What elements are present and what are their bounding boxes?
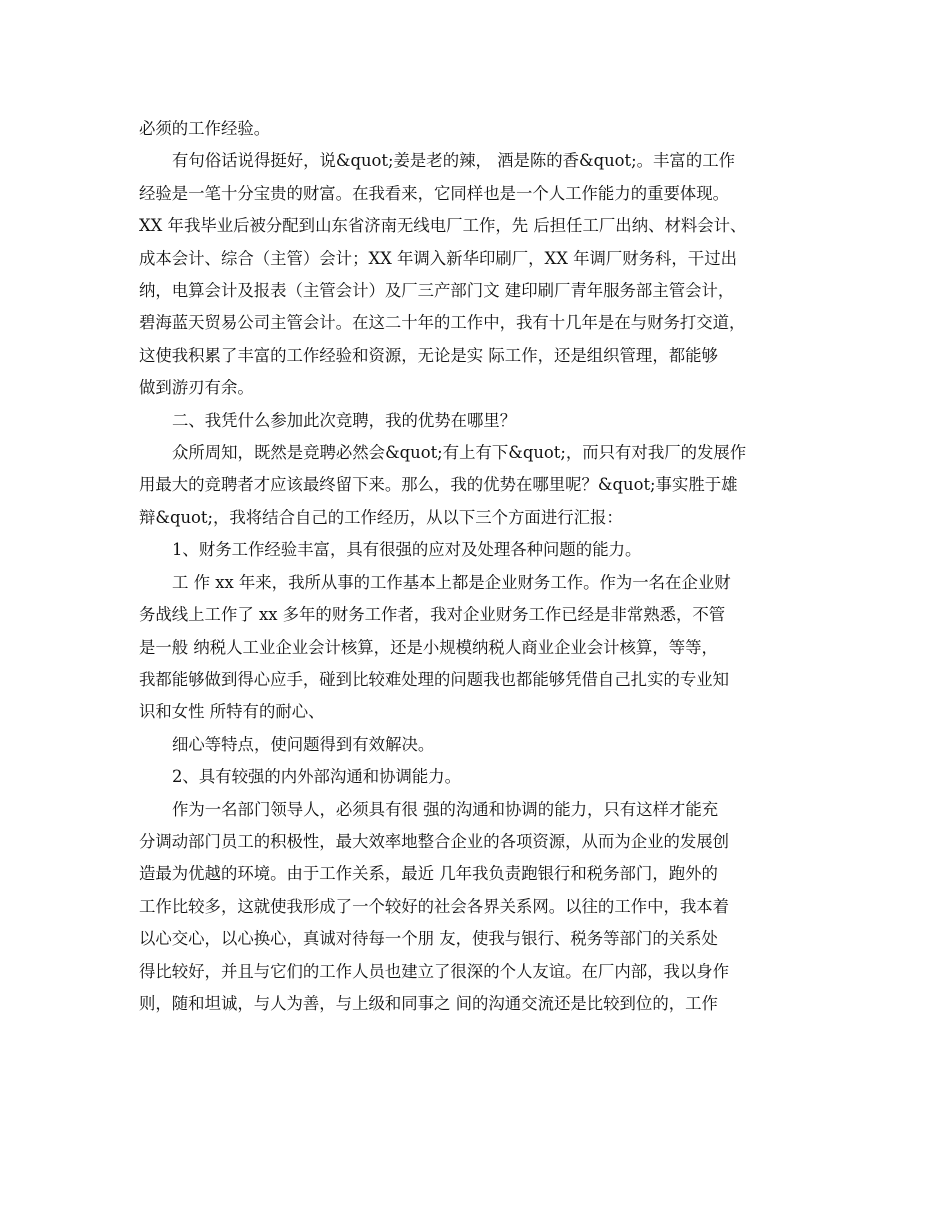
text-line: 成本会计、综合（主管）会计；XX 年调入新华印刷厂，XX 年调厂财务科，干过出 <box>139 248 737 268</box>
text-line: 则，随和坦诚，与人为善，与上级和同事之 间的沟通交流还是比较到位的，工作 <box>139 993 718 1013</box>
text-line: 众所周知，既然是竞聘必然会&quot;有上有下&quot;，而只有对我厂的发展作 <box>172 443 747 463</box>
text-line: 必须的工作经验。 <box>139 119 271 138</box>
text-line: 做到游刃有余。 <box>139 378 254 398</box>
text-line: 工作比较多，这就使我形成了一个较好的社会各界关系网。以往的工作中，我本着 <box>139 896 730 916</box>
text-line: 用最大的竞聘者才应该最终留下来。那么，我的优势在哪里呢？&quot;事实胜于雄 <box>139 475 738 495</box>
text-line: 工 作 xx 年来，我所从事的工作基本上都是企业财务工作。作为一名在企业财 <box>172 572 731 592</box>
text-line: 作为一名部门领导人，必须具有很 强的沟通和协调的能力，只有这样才能充 <box>172 799 719 819</box>
text-line: 细心等特点，使问题得到有效解决。 <box>172 734 435 754</box>
text-line: 造最为优越的环境。由于工作关系，最近 几年我负责跑银行和税务部门，跑外的 <box>139 864 718 884</box>
text-line: 以心交心，以心换心，真诚对待每一个朋 友，使我与银行、税务等部门的关系处 <box>139 929 718 949</box>
text-line: 我都能够做到得心应手，碰到比较难处理的问题我也都能够凭借自己扎实的专业知 <box>139 669 730 689</box>
text-line: 分调动部门员工的积极性，最大效率地整合企业的各项资源，从而为企业的发展创 <box>139 831 730 851</box>
text-line: 有句俗话说得挺好，说&quot;姜是老的辣， 酒是陈的香&quot;。丰富的工作 <box>172 151 735 171</box>
text-line: 纳，电算会计及报表（主管会计）及厂三产部门文 建印刷厂青年服务部主管会计， <box>139 281 735 301</box>
text-line: 务战线上工作了 xx 多年的财务工作者，我对企业财务工作已经是非常熟悉，不管 <box>139 605 726 625</box>
text-line: 碧海蓝天贸易公司主管会计。在这二十年的工作中，我有十几年是在与财务打交道， <box>139 313 746 333</box>
text-line: 这使我积累了丰富的工作经验和资源，无论是实 际工作，还是组织管理，都能够 <box>139 345 718 365</box>
subsection-heading: 2、具有较强的内外部沟通和协调能力。 <box>172 767 462 787</box>
text-line: 辩&quot;，我将结合自己的工作经历，从以下三个方面进行汇报： <box>139 507 623 527</box>
text-line: 是一般 纳税人工业企业会计核算，还是小规模纳税人商业企业会计核算，等等， <box>139 637 718 657</box>
document-body <box>139 113 819 1020</box>
text-line: 识和女性 所特有的耐心、 <box>139 702 325 722</box>
section-heading: 二、我凭什么参加此次竞聘，我的优势在哪里？ <box>172 410 517 430</box>
text-line: XX 年我毕业后被分配到山东省济南无线电厂工作，先 后担任工厂出纳、材料会计、 <box>139 216 747 236</box>
subsection-heading: 1、财务工作经验丰富，具有很强的应对及处理各种问题的能力。 <box>172 540 642 560</box>
text-line: 经验是一笔十分宝贵的财富。在我看来，它同样也是一个人工作能力的重要体现。 <box>139 183 730 203</box>
text-line: 得比较好，并且与它们的工作人员也建立了很深的个人友谊。在厂内部，我以身作 <box>139 961 730 981</box>
